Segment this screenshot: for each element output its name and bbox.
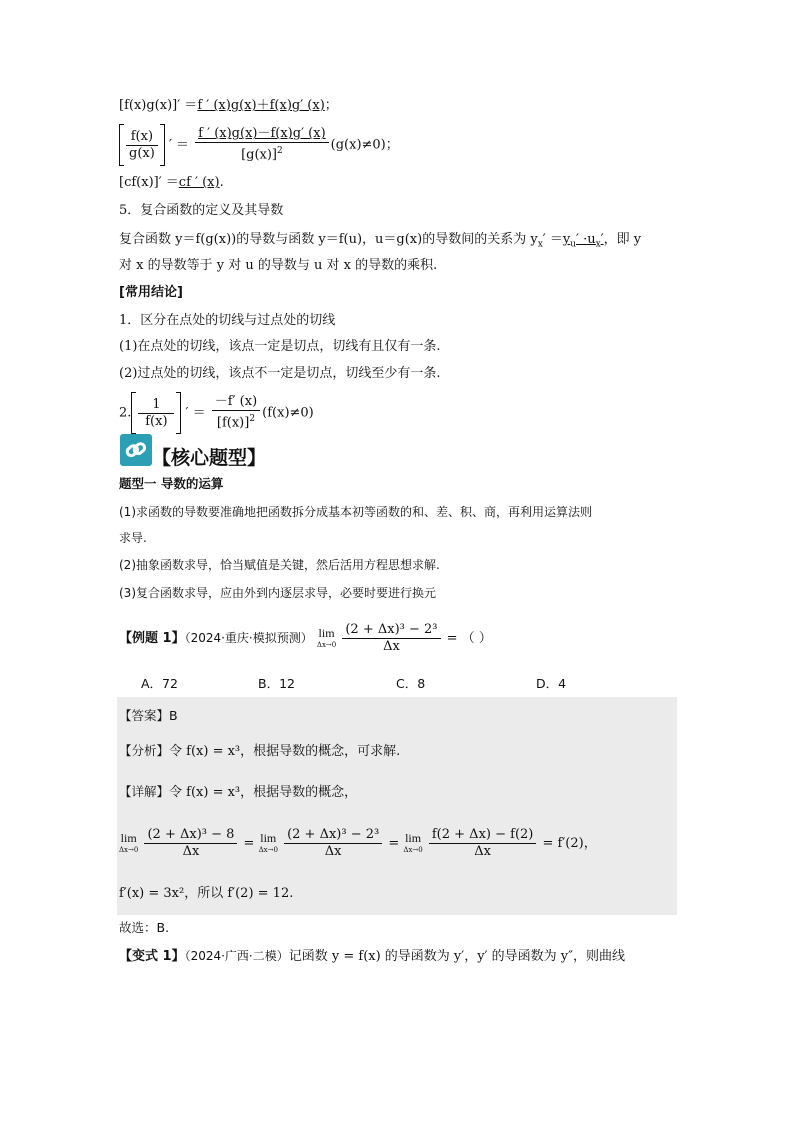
- detail-label: 【详解】: [119, 784, 170, 799]
- frac-num: (2 + Δx)³ − 2³: [342, 622, 440, 639]
- bracket-left: [131, 392, 136, 434]
- conclusion-heading: [常用结论]: [119, 285, 183, 300]
- frac-num: (2 + Δx)³ − 2³: [284, 827, 382, 844]
- s5-text-a: 复合函数 y＝f(g(x))的导数与函数 y＝f(u)，u＝g(x)的导数间的关系为 y: [119, 232, 538, 247]
- limit: [403, 832, 422, 856]
- const-rhs: cf ′ (x): [178, 175, 220, 190]
- lim-sub: Δx→0: [119, 845, 139, 854]
- frac-den: [212, 411, 260, 431]
- example-frac: [342, 622, 440, 655]
- sup-2: 2: [277, 146, 283, 157]
- bracket-left: [119, 124, 124, 166]
- section5-line1: [119, 231, 641, 254]
- conclusion-item2: [119, 392, 314, 434]
- lim-word: lim: [405, 830, 422, 845]
- variant-source: （2024·广西·二模）: [184, 949, 289, 963]
- analysis-label: 【分析】: [119, 743, 170, 758]
- core-heading: 【核心题型】: [152, 447, 267, 469]
- product-rule: [119, 97, 338, 115]
- limit-equation: [119, 826, 597, 866]
- tip1a: (1)求函数的导数要准确地把函数拆分成基本初等函数的和、差、积、商，再利用运算法则: [119, 505, 593, 519]
- conclude-line: 故选：B.: [119, 920, 170, 935]
- variant1-line: [119, 947, 625, 966]
- example-source: （2024·重庆·模拟预测）: [184, 631, 313, 645]
- sup-2: 2: [249, 414, 256, 425]
- lim-word: lim: [120, 830, 137, 845]
- s5-text-c: y: [562, 232, 571, 247]
- quotient-cond: (g(x)≠0)；: [330, 137, 399, 153]
- analysis-text: 令 f(x) = x³，根据导数的概念，可求解.: [169, 744, 401, 759]
- tip3: (3)复合函数求导，应由外到内逐层求导，必要时要进行换元: [119, 586, 437, 600]
- s5-text-f: ，即 y: [603, 232, 642, 247]
- item2-cond: (f(x)≠0): [262, 405, 314, 421]
- frac-den: Δx: [383, 639, 400, 654]
- frac-den: Δx: [182, 844, 200, 859]
- product-rule-lhs: [f(x)g(x)]′ ＝: [119, 98, 198, 113]
- den-text: [f(x)]: [216, 415, 250, 431]
- eq-result: = f′(2)，: [542, 836, 597, 851]
- conclusion-item1: 1．区分在点处的切线与过点处的切线: [119, 313, 336, 328]
- final-line: f′(x) = 3x²，所以 f′(2) = 12.: [119, 886, 294, 901]
- frac-num: f(2 + Δx) − f(2): [429, 827, 537, 844]
- eq-frac-2: [284, 827, 382, 860]
- detail-text: 令 f(x) = x³，根据导数的概念，: [169, 785, 358, 800]
- sub-x: x: [537, 239, 543, 250]
- variant-label: 【变式 1】: [119, 949, 185, 964]
- lim-sub: Δx→0: [316, 640, 337, 649]
- link-icon: [120, 434, 152, 466]
- lim-word: lim: [260, 830, 277, 845]
- analysis-line: [119, 742, 400, 761]
- eq-sign: =: [388, 836, 400, 851]
- limit: [259, 832, 278, 856]
- item2-eq: ′ ＝: [185, 405, 206, 421]
- type1-title: 题型一 导数的运算: [119, 476, 224, 491]
- link-icon-svg: [120, 434, 152, 466]
- sub-x2: x: [595, 239, 601, 250]
- tip2: (2)抽象函数求导，恰当赋值是关键，然后活用方程思想求解.: [119, 558, 440, 572]
- option-b[interactable]: B．12: [258, 676, 295, 691]
- example1-stem: [119, 620, 492, 660]
- eq-frac-1: [144, 827, 237, 860]
- limit: [317, 627, 336, 651]
- product-rule-end: ；: [324, 98, 338, 113]
- option-a[interactable]: A．72: [141, 676, 178, 691]
- quotient-lhs-frac: [126, 129, 158, 162]
- answer-line: 【答案】B: [119, 708, 178, 723]
- item2-lhs-frac: [138, 397, 174, 430]
- limit: [119, 832, 138, 856]
- item2-rhs-frac: [212, 394, 260, 431]
- variant-text: 记函数 y = f(x) 的导函数为 y′，y′ 的导函数为 y″，则曲线: [288, 949, 625, 964]
- lim-sub: Δx→0: [258, 845, 278, 854]
- option-c[interactable]: C．8: [396, 676, 426, 691]
- option-d[interactable]: D．4: [536, 676, 567, 691]
- lim-word: lim: [318, 625, 335, 640]
- const-lhs: [cf(x)]′ ＝: [119, 175, 179, 190]
- lim-sub: Δx→0: [403, 845, 423, 854]
- frac-den: Δx: [324, 844, 342, 859]
- s5-text-d: ′ ·u: [576, 232, 596, 247]
- example-tail: = （ ）: [446, 631, 492, 646]
- eq-sign: =: [243, 836, 255, 851]
- const-end: .: [219, 175, 224, 190]
- frac-num: f ′ (x)g(x)－f(x)g′ (x): [195, 126, 328, 143]
- const-rule: [119, 174, 224, 192]
- s5-text-e: ′: [600, 232, 604, 247]
- frac-num: (2 + Δx)³ − 8: [144, 827, 237, 844]
- item2-prefix: 2.: [119, 405, 132, 421]
- frac-den: f(x): [145, 413, 168, 429]
- bracket-right: [160, 124, 165, 166]
- frac-num: f(x): [126, 129, 158, 146]
- s5-underlined: [562, 232, 604, 250]
- conclusion-item1a: (1)在点处的切线，该点一定是切点，切线有且仅有一条.: [119, 339, 441, 354]
- section5-title: 5．复合函数的定义及其导数: [119, 203, 284, 218]
- tip1b: 求导.: [119, 531, 147, 545]
- frac-num: －f′ (x): [212, 394, 260, 411]
- quotient-rhs-frac: [195, 126, 328, 163]
- answer-box: [117, 697, 677, 915]
- frac-num: 1: [138, 397, 174, 414]
- bracket-right: [176, 392, 181, 434]
- product-rule-rhs: f ′ (x)g(x)＋f(x)g′ (x): [197, 98, 325, 113]
- conclusion-item1b: (2)过点处的切线，该点不一定是切点，切线至少有一条.: [119, 366, 441, 381]
- section5-line2: 对 x 的导数等于 y 对 u 的导数与 u 对 x 的导数的乘积.: [119, 258, 438, 273]
- sub-u: u: [570, 239, 577, 250]
- detail-line: [119, 783, 357, 802]
- den-text: [g(x)]: [241, 147, 278, 163]
- frac-den: g(x): [129, 145, 155, 161]
- example-label: 【例题 1】: [119, 631, 185, 646]
- quotient-rule: [119, 124, 399, 168]
- eq-frac-3: [429, 827, 537, 860]
- frac-den: [195, 143, 328, 163]
- frac-den: Δx: [474, 844, 491, 859]
- s5-text-b: ′ ＝: [542, 232, 563, 247]
- quotient-eq: ′ ＝: [168, 137, 190, 153]
